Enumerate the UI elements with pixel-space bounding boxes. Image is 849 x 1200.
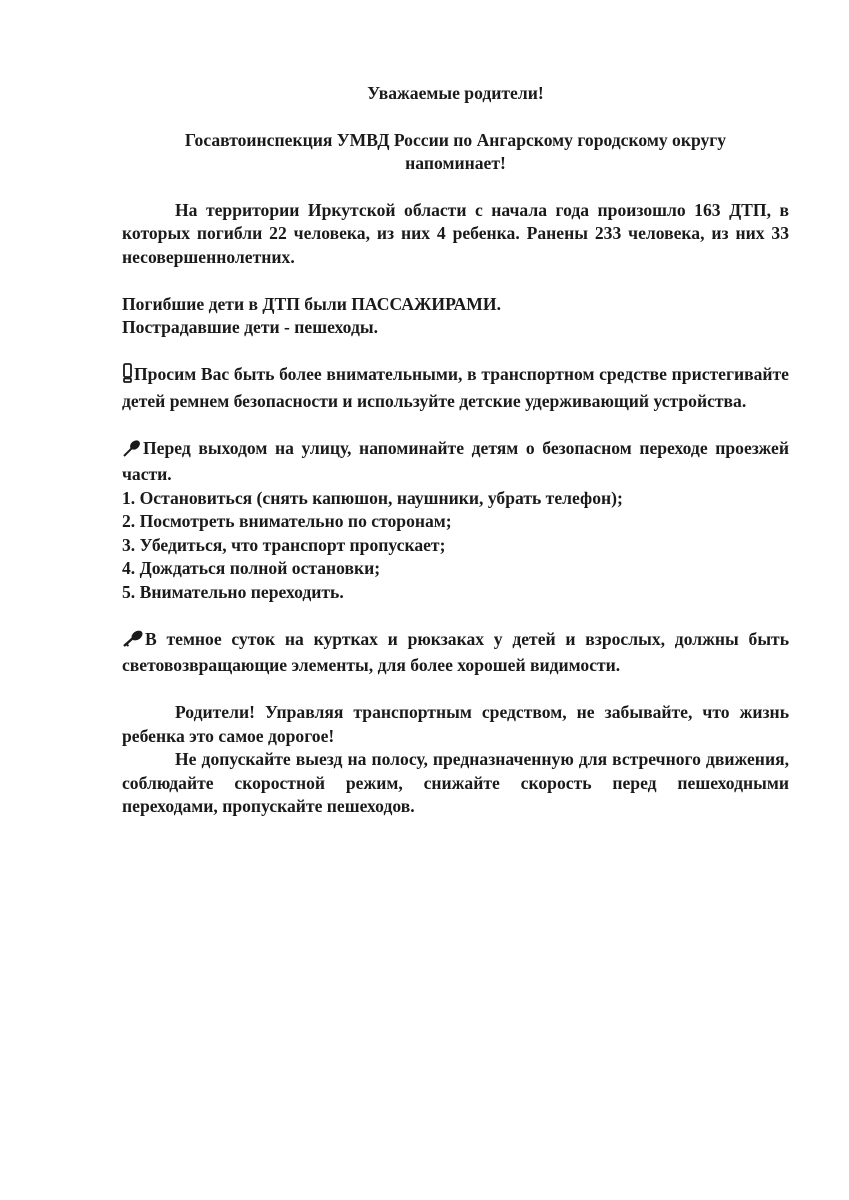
- pushpin-icon: [122, 439, 142, 464]
- key-icon: [122, 630, 144, 655]
- list-item: 1. Остановиться (снять капюшон, наушники, убрать телефон);: [122, 487, 623, 508]
- victims-pedestrians-line: Пострадавшие дети - пешеходы.: [122, 317, 378, 337]
- victims-passengers-line: Погибшие дети в ДТП были ПАССАЖИРАМИ.: [122, 293, 501, 314]
- list-item: 5. Внимательно переходить.: [122, 581, 344, 602]
- list-item: 4. Дождаться полной остановки;: [122, 558, 381, 578]
- document-page: [122, 82, 789, 819]
- crossing-intro-text: Перед выходом на улицу, напоминайте детям о безопасном переходе проезжей части.: [122, 437, 789, 484]
- reflectors-text: В темное суток на куртках и рюкзаках у детей и взрослых, должны быть световозвращающие элементы, для более хорошей видимости.: [122, 628, 789, 675]
- drivers-paragraph-1: Родители! Управляя транспортным средством, не забывайте, что жизнь ребенка это самое дорогое!: [122, 702, 789, 746]
- drivers-paragraph-2: Не допускайте выезд на полосу, предназначенную для встречного движения, соблюдайте скоростной режим, снижайте скорость перед пешеходными переходами, пропускайте пешеходов.: [122, 749, 789, 816]
- exclamation-icon: [122, 363, 133, 390]
- reflectors-paragraph: [122, 628, 789, 678]
- page-subtitle: [122, 129, 789, 176]
- seatbelt-request-text: Просим Вас быть более внимательными, в транспортном средстве пристегивайте детей ремнем безопасности и используйте детские удерживающий устройства.: [122, 364, 789, 411]
- seatbelt-request-paragraph: [122, 363, 789, 413]
- crossing-steps-list: [122, 487, 789, 605]
- subtitle-line-2: напоминает!: [405, 153, 506, 173]
- list-item: 2. Посмотреть внимательно по сторонам;: [122, 511, 452, 531]
- crossing-intro-paragraph: [122, 437, 789, 487]
- list-item: 3. Убедиться, что транспорт пропускает;: [122, 534, 446, 555]
- statistics-paragraph: На территории Иркутской области с начала года произошло 163 ДТП, в которых погибли 22 человека, из них 4 ребенка. Ранены 233 человека, из них 33 несовершеннолетних.: [122, 199, 789, 267]
- page-title: Уважаемые родители!: [367, 83, 544, 103]
- subtitle-line-1: Госавтоинспекция УМВД России по Ангарскому городскому округу: [184, 129, 727, 150]
